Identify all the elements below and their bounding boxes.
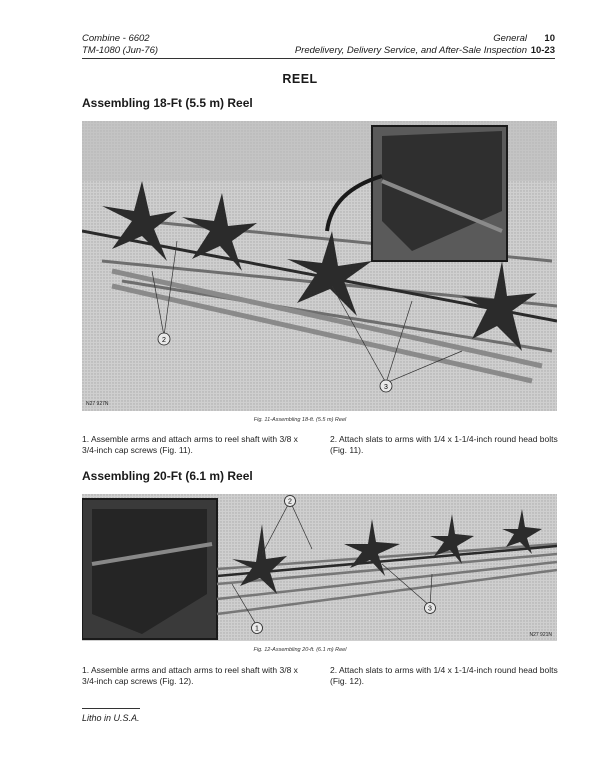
reel-20ft-illustration <box>82 494 557 641</box>
figure-12-code: N27 921N <box>529 632 552 638</box>
step-2-20ft: 2. Attach slats to arms with 1/4 x 1-1/4-inch round head bolts (Fig. 12). <box>330 665 558 686</box>
page-number: 10-23 <box>530 45 555 56</box>
callout-label-1: 1 <box>255 625 259 633</box>
reel-18ft-illustration <box>82 121 557 411</box>
figure-12-photo <box>82 494 557 641</box>
section-title: REEL <box>282 72 318 86</box>
footer-litho: Litho in U.S.A. <box>82 713 140 723</box>
callout-label-2: 2 <box>288 498 292 506</box>
callout-label-2: 2 <box>162 337 166 344</box>
step-1-18ft: 1. Assemble arms and attach arms to reel shaft with 3/8 x 3/4-inch cap screws (Fig. 11). <box>82 434 298 455</box>
footer-divider <box>82 708 140 709</box>
heading-18ft: Assembling 18-Ft (5.5 m) Reel <box>82 96 253 110</box>
manual-number: TM-1080 (Jun-76) <box>82 45 159 56</box>
section-name: General <box>493 33 527 44</box>
header-left <box>82 33 158 57</box>
figure-11-photo <box>82 121 557 411</box>
manual-title: Combine - 6602 <box>82 33 150 44</box>
callout-label-3: 3 <box>384 384 388 391</box>
header-divider <box>82 58 555 59</box>
figure-11-caption: Fig. 11-Assembling 18-ft. (5.5 m) Reel <box>253 417 347 423</box>
figure-11-code: N27 927N <box>86 401 109 407</box>
heading-20ft: Assembling 20-Ft (6.1 m) Reel <box>82 469 253 483</box>
figure-12-caption: Fig. 12-Assembling 20-ft. (6.1 m) Reel <box>253 647 347 653</box>
step-1-20ft: 1. Assemble arms and attach arms to reel shaft with 3/8 x 3/4-inch cap screws (Fig. 12). <box>82 665 298 686</box>
step-2-18ft: 2. Attach slats to arms with 1/4 x 1-1/4-inch round head bolts (Fig. 11). <box>330 434 558 455</box>
section-number: 10 <box>544 33 555 44</box>
header-right <box>295 33 555 57</box>
callout-label-3: 3 <box>428 605 432 613</box>
subsection-name: Predelivery, Delivery Service, and After-Sale Inspection <box>294 45 527 56</box>
